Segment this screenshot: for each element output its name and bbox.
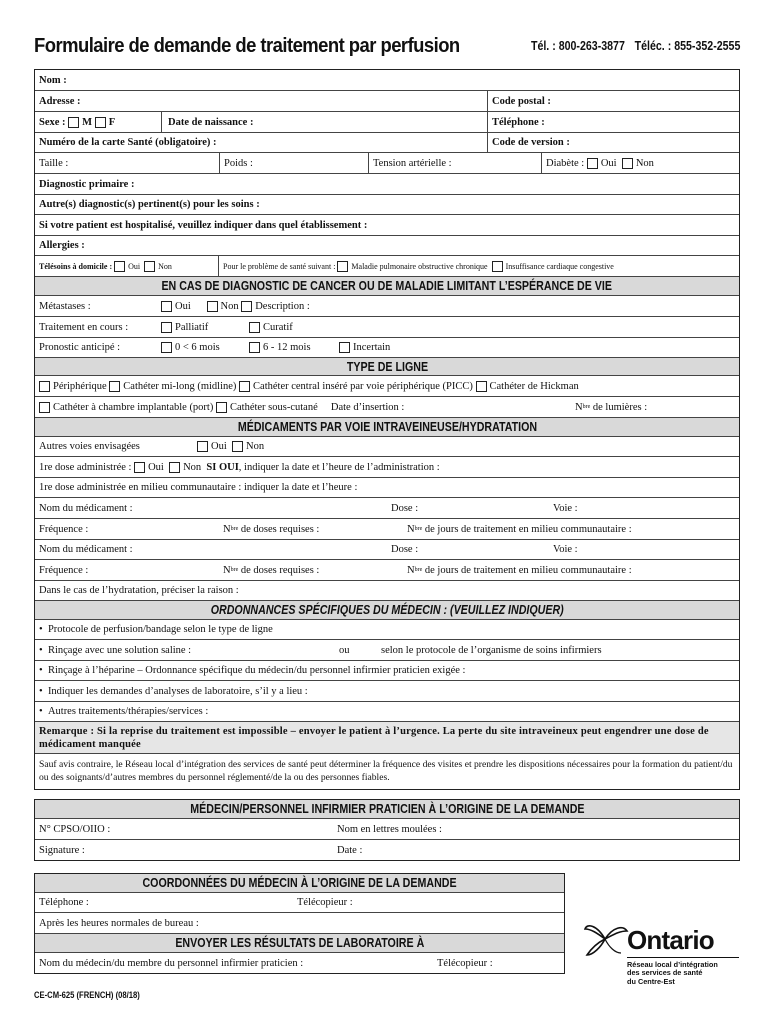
sexe-f-checkbox[interactable]: [95, 117, 106, 128]
pronostic-6-12-group: [245, 338, 311, 357]
cpso-field[interactable]: N° CPSO/OIIO :: [39, 823, 111, 835]
nom-field[interactable]: Nom :: [39, 74, 67, 86]
palliatif-checkbox[interactable]: [161, 322, 172, 333]
si-oui-suite: , indiquer la date et l’heure de l’administration :: [238, 461, 440, 473]
diabete-group: [541, 153, 654, 173]
row-remarque: [35, 722, 739, 754]
ligne-options-1: [35, 376, 579, 396]
sexe-group: [35, 112, 115, 132]
row-milieu: [35, 478, 739, 498]
row-med2-freq: [35, 560, 739, 581]
med2-nom-field[interactable]: Nom du médicament :: [39, 544, 133, 555]
row-hydratation: [35, 581, 739, 601]
ord-item-4-label: Autres traitements/thérapies/services :: [47, 706, 209, 717]
row-coord-apres: [35, 913, 564, 934]
metastases-non-checkbox[interactable]: [207, 301, 218, 312]
poids-field[interactable]: Poids :: [219, 153, 253, 173]
med1-doses-req-field[interactable]: [219, 519, 319, 539]
autres-voies-group: [193, 437, 264, 456]
sexe-f-label: F: [108, 116, 116, 128]
trillium-icon: [583, 919, 629, 959]
telesoins-non-label: Non: [158, 261, 172, 271]
ord-item-1-label: Rinçage avec une solution saline :: [47, 644, 192, 656]
autres-voies-label: Autres voies envisagées: [39, 441, 140, 452]
medicaments-title: MÉDICAMENTS PAR VOIE INTRAVEINEUSE/HYDRATATION: [237, 419, 537, 434]
coordonnees-title: COORDONNÉES DU MÉDECIN À L’ORIGINE DE LA DEMANDE: [142, 875, 457, 890]
section-medecin: [35, 800, 739, 819]
row-adresse: [35, 91, 739, 112]
med1-jours-field[interactable]: [403, 519, 632, 539]
pronostic-incertain-label: Incertain: [353, 342, 391, 353]
sexe-m-label: M: [82, 116, 93, 128]
ord-item-2[interactable]: • Rinçage à l’héparine – Ordonnance spécifique du médecin/du personnel infirmier praticien exigée :: [39, 665, 466, 676]
mpoc-checkbox[interactable]: [337, 261, 348, 272]
diabete-oui-checkbox[interactable]: [587, 158, 598, 169]
section-coordonnees: [35, 874, 564, 893]
palliatif-label: Palliatif: [175, 321, 209, 333]
hickman-label: Cathéter de Hickman: [489, 380, 579, 392]
insuffisance-label: Insuffisance cardiaque congestive: [505, 261, 614, 271]
curatif-label: Curatif: [263, 321, 293, 333]
pour-probleme-label: Pour le problème de santé suivant :: [223, 261, 336, 271]
premiere-dose-oui-label: Oui: [148, 461, 164, 473]
midline-label: Cathéter mi-long (midline): [123, 380, 237, 392]
metastases-label: Métastases :: [39, 300, 91, 312]
med1-doses-n: N: [223, 523, 231, 535]
med2-jours-nbre: bre: [414, 567, 423, 573]
sauf-avis-text: Sauf avis contraire, le Réseau local d’intégration des services de santé peut déterminer la fréquence des visites et prendre les dispositions nécessaires pour la formation du patient/du ou des soignants/d’autres membres du personnel réglementé/de la ou des personnes fiables.: [39, 759, 733, 783]
coord-telecopieur-field[interactable]: Télécopieur :: [297, 897, 353, 908]
med2-doses-req-field[interactable]: [219, 560, 319, 580]
ontario-logo: [583, 915, 743, 1005]
row-ord-3: [35, 681, 739, 702]
row-signature: [35, 840, 739, 860]
si-oui-label: SI OUI: [206, 461, 239, 473]
pronostic-lt6-group: [157, 338, 220, 357]
souscutane-label: Cathéter sous-cutané: [229, 401, 318, 413]
ord-item-0-label: Protocole de perfusion/bandage selon le type de ligne: [47, 624, 273, 635]
sexe-label: Sexe :: [39, 116, 66, 128]
form-code: CE-CM-625 (FRENCH) (08/18): [34, 990, 140, 1000]
autres-voies-oui-label: Oui: [211, 441, 227, 452]
ord-item-3-label: Indiquer les demandes d’analyses de laboratoire, s’il y a lieu :: [47, 685, 308, 697]
pronostic-incertain-checkbox[interactable]: [339, 342, 350, 353]
row-ord-4: [35, 702, 739, 722]
logo-sub-3: du Centre-Est: [627, 976, 675, 986]
row-autres-diag: [35, 195, 739, 215]
logo-rule: [627, 957, 739, 958]
date-field[interactable]: Date :: [337, 844, 363, 856]
med1-nom-field[interactable]: Nom du médicament :: [39, 502, 133, 514]
resultats-title: ENVOYER LES RÉSULTATS DE LABORATOIRE À: [175, 935, 424, 950]
premiere-dose-oui-checkbox[interactable]: [134, 462, 145, 473]
section-ligne: [35, 358, 739, 376]
port-checkbox[interactable]: [39, 402, 50, 413]
row-telesoins: [35, 256, 739, 277]
row-ligne-1: [35, 376, 739, 397]
curatif-checkbox[interactable]: [249, 322, 260, 333]
med2-voie-field[interactable]: Voie :: [553, 544, 578, 555]
med2-jours-label: de jours de traitement en milieu communautaire :: [424, 564, 632, 576]
sexe-m-checkbox[interactable]: [68, 117, 79, 128]
form-title: Formulaire de demande de traitement par perfusion: [34, 34, 460, 57]
autres-voies-oui-checkbox[interactable]: [197, 441, 208, 452]
row-ord-2: [35, 661, 739, 681]
row-med1-nom: [35, 498, 739, 519]
telesoins-non-checkbox[interactable]: [144, 261, 155, 272]
row-nom: [35, 70, 739, 91]
cancer-title: EN CAS DE DIAGNOSTIC DE CANCER OU DE MALADIE LIMITANT L’ESPÉRANCE DE VIE: [161, 278, 613, 293]
fax-number: Téléc. : 855-352-2555: [634, 39, 740, 53]
med1-voie-field[interactable]: Voie :: [553, 502, 578, 514]
ligne-options-2: [35, 397, 404, 417]
tension-field[interactable]: Tension artérielle :: [368, 153, 452, 173]
pronostic-incertain-group: [335, 338, 390, 357]
carte-sante-field[interactable]: Numéro de la carte Santé (obligatoire) :: [39, 137, 217, 148]
milieu-field[interactable]: 1re dose administrée en milieu communautaire : indiquer la date et l’heure :: [39, 482, 358, 493]
pronostic-label: Pronostic anticipé :: [39, 342, 121, 353]
code-version-field[interactable]: Code de version :: [487, 133, 570, 152]
premiere-dose-group: [35, 457, 440, 477]
premiere-dose-label: 1re dose administrée :: [39, 461, 132, 473]
row-diag-primaire: [35, 174, 739, 195]
tel-number: Tél. : 800-263-3877: [530, 39, 625, 53]
premiere-dose-non-label: Non: [183, 461, 202, 473]
traitement-label: Traitement en cours :: [39, 321, 129, 333]
date-insertion-field[interactable]: Date d’insertion :: [330, 401, 405, 413]
lumieres-nbre: bre: [582, 404, 591, 410]
telesoins-oui-label: Oui: [128, 261, 141, 271]
medecin-title: MÉDECIN/PERSONNEL INFIRMIER PRATICIEN À L’ORIGINE DE LA DEMANDE: [189, 801, 585, 816]
med2-doses-label: de doses requises :: [240, 564, 320, 576]
row-ligne-2: [35, 397, 739, 418]
hospitalise-field[interactable]: Si votre patient est hospitalisé, veuillez indiquer dans quel établissement :: [39, 219, 368, 231]
med2-doses-nbre: bre: [230, 567, 239, 573]
med1-doses-nbre: bre: [230, 526, 239, 532]
med2-frequence-field[interactable]: Fréquence :: [39, 564, 89, 576]
premiere-dose-non-checkbox[interactable]: [169, 462, 180, 473]
row-ord-0: [35, 620, 739, 640]
med2-jours-n: N: [407, 564, 415, 576]
row-mesures: [35, 153, 739, 174]
resultats-nom-field[interactable]: Nom du médecin/du membre du personnel infirmier praticien :: [39, 957, 304, 969]
peripherique-label: Périphérique: [53, 380, 107, 392]
lumieres-field[interactable]: [571, 397, 647, 417]
row-allergies: [35, 236, 739, 256]
med2-doses-n: N: [223, 564, 231, 576]
row-resultats: [35, 953, 564, 973]
coord-telephone-field[interactable]: Téléphone :: [39, 897, 89, 908]
med1-doses-label: de doses requises :: [240, 523, 320, 535]
diag-primaire-field[interactable]: Diagnostic primaire :: [39, 178, 135, 190]
coord-apres-field[interactable]: Après les heures normales de bureau :: [39, 917, 199, 929]
row-hospitalise: [35, 215, 739, 236]
telesoins-label: Télésoins à domicile :: [39, 261, 113, 271]
ord-selon: selon le protocole de l’organisme de soins infirmiers: [381, 644, 602, 656]
row-traitement: [35, 317, 739, 338]
med1-jours-nbre: bre: [414, 526, 423, 532]
pronostic-6-12-checkbox[interactable]: [249, 342, 260, 353]
nom-lettres-field[interactable]: Nom en lettres moulées :: [337, 823, 442, 835]
diabete-non-checkbox[interactable]: [622, 158, 633, 169]
row-carte-sante: [35, 133, 739, 153]
row-pronostic: [35, 338, 739, 358]
row-med2-nom: [35, 540, 739, 560]
hydratation-field[interactable]: Dans le cas de l’hydratation, préciser la raison :: [39, 585, 239, 596]
metastases-non-label: Non: [220, 300, 239, 312]
main-form: [34, 69, 740, 790]
ligne-title: TYPE DE LIGNE: [346, 359, 428, 374]
logo-sub-1: Réseau local d’intégration: [627, 960, 718, 969]
code-postal-field[interactable]: Code postal :: [487, 91, 551, 111]
row-ord-1: [35, 640, 739, 661]
ord-item-3[interactable]: • Indiquer les demandes d’analyses de laboratoire, s’il y a lieu :: [39, 685, 308, 697]
palliatif-group: [157, 317, 208, 337]
description-checkbox[interactable]: [241, 301, 252, 312]
metastases-group: [157, 296, 310, 316]
ontario-wordmark: Ontario: [627, 925, 714, 955]
insuffisance-checkbox[interactable]: [492, 261, 503, 272]
row-autres-voies: [35, 437, 739, 457]
date-naissance-field[interactable]: Date de naissance :: [161, 112, 253, 132]
medecin-box: [34, 799, 740, 861]
row-coord-tel: [35, 893, 564, 913]
picc-checkbox[interactable]: [239, 381, 250, 392]
taille-field[interactable]: Taille :: [39, 157, 69, 169]
remarque-text: Remarque : Si la reprise du traitement est impossible – envoyer le patient à l’urgence. La perte du site intraveineux peut engendrer une dose de médicament manquée: [39, 726, 709, 750]
diabete-label: Diabète :: [546, 157, 585, 169]
row-premiere-dose: [35, 457, 739, 478]
row-sexe: [35, 112, 739, 133]
metastases-oui-checkbox[interactable]: [161, 301, 172, 312]
coordonnees-box: [34, 873, 565, 974]
picc-label: Cathéter central inséré par voie périphérique (PICC): [253, 380, 473, 392]
section-resultats: [35, 934, 564, 953]
contact-numbers: [524, 39, 740, 53]
med1-jours-n: N: [407, 523, 415, 535]
autres-voies-non-label: Non: [246, 441, 265, 452]
telephone-field[interactable]: Téléphone :: [487, 112, 545, 132]
pronostic-lt6-checkbox[interactable]: [161, 342, 172, 353]
lumieres-label: de lumières :: [592, 401, 648, 413]
logo-subtitle: [627, 961, 718, 986]
section-medicaments: [35, 418, 739, 437]
allergies-field[interactable]: Allergies :: [39, 240, 85, 251]
row-cpso: [35, 819, 739, 840]
mpoc-label: Maladie pulmonaire obstructive chronique: [351, 261, 488, 271]
logo-sub-2: des services de santé: [627, 968, 703, 978]
curatif-group: [245, 317, 293, 337]
med2-jours-field[interactable]: [403, 560, 632, 580]
diabete-oui-label: Oui: [600, 157, 617, 169]
ord-item-4[interactable]: • Autres traitements/thérapies/services :: [39, 706, 209, 717]
ord-item-2-label: Rinçage à l’héparine – Ordonnance spécifique du médecin/du personnel infirmier praticien exigée :: [47, 665, 466, 676]
resultats-telecopieur-field[interactable]: Télécopieur :: [437, 957, 493, 969]
port-label: Cathéter à chambre implantable (port): [53, 401, 214, 413]
section-ordonnances: [35, 601, 739, 620]
peripherique-checkbox[interactable]: [39, 381, 50, 392]
pronostic-lt6-label: 0 < 6 mois: [175, 342, 220, 353]
metastases-oui-label: Oui: [175, 300, 191, 312]
ord-ou: ou: [339, 644, 350, 656]
ord-item-0[interactable]: • Protocole de perfusion/bandage selon le type de ligne: [39, 624, 273, 635]
ord-item-1[interactable]: • Rinçage avec une solution saline :: [39, 644, 192, 656]
med1-dose-field[interactable]: Dose :: [391, 502, 419, 514]
autres-diag-field[interactable]: Autre(s) diagnostic(s) pertinent(s) pour les soins :: [39, 199, 260, 210]
ordonnances-title: ORDONNANCES SPÉCIFIQUES DU MÉDECIN : (VEUILLEZ INDIQUER): [210, 602, 564, 617]
signature-field[interactable]: Signature :: [39, 844, 85, 856]
description-label: Description :: [255, 300, 310, 312]
telesoins-group: [35, 256, 172, 276]
probleme-group: [218, 256, 614, 276]
row-med1-freq: [35, 519, 739, 540]
telesoins-oui-checkbox[interactable]: [114, 261, 125, 272]
adresse-field[interactable]: Adresse :: [39, 95, 81, 107]
pronostic-6-12-label: 6 - 12 mois: [263, 342, 311, 353]
page-header: [34, 34, 740, 64]
med1-frequence-field[interactable]: Fréquence :: [39, 523, 89, 535]
midline-checkbox[interactable]: [109, 381, 120, 392]
row-metastases: [35, 296, 739, 317]
hickman-checkbox[interactable]: [476, 381, 487, 392]
lumieres-n: N: [575, 401, 583, 413]
med1-jours-label: de jours de traitement en milieu communautaire :: [424, 523, 632, 535]
souscutane-checkbox[interactable]: [216, 402, 227, 413]
autres-voies-non-checkbox[interactable]: [232, 441, 243, 452]
section-cancer: [35, 277, 739, 296]
med2-dose-field[interactable]: Dose :: [391, 544, 419, 555]
diabete-non-label: Non: [635, 157, 654, 169]
